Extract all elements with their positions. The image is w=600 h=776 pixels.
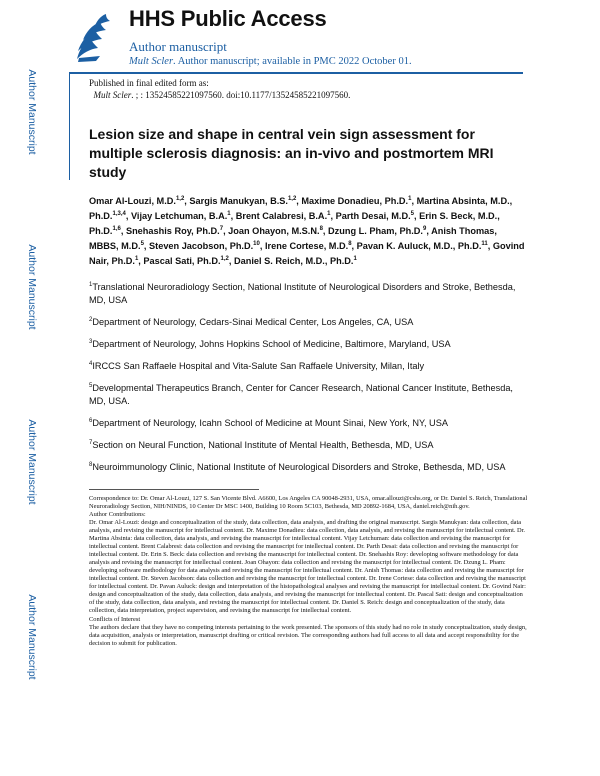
author-name: Steven Jacobson, Ph.D.$^{10}$, bbox=[149, 241, 265, 252]
citation-doi: . ; : 13524585221097560. doi:10.1177/13524585221097560. bbox=[131, 90, 351, 100]
affiliation-item: $^8$Neuroimmunology Clinic, National Institute of Neurological Disorders and Stroke, Bethesda, MD, USA bbox=[89, 462, 506, 473]
correspondence-note: Correspondence to: Dr. Omar Al-Louzi, 127 S. San Vicente Blvd. A6600, Los Angeles CA 90048-2931, USA, omar.allouzi@cshs.org, or Dr. Daniel S. Reich, Translational Neuroradiology Section, NIH/NINDS, 10 Center Dr MSC 1400, Building 10 Room 5C103, Bethesda, MD 20892-1684, USA, daniel.reich@nih.gov. bbox=[89, 495, 528, 510]
author-affiliation-sup: 10 bbox=[253, 241, 260, 248]
footnote-divider bbox=[89, 489, 259, 490]
contributions-heading: Author Contributions: bbox=[89, 511, 146, 518]
side-label-author-manuscript: Author Manuscript bbox=[26, 594, 38, 680]
author-name: Joan Ohayon, M.S.N.$^8$, bbox=[228, 226, 329, 237]
author-affiliation-sup: 8 bbox=[319, 226, 323, 233]
side-label-author-manuscript: Author Manuscript bbox=[26, 419, 38, 505]
citation-line bbox=[89, 89, 350, 101]
author-affiliation-sup: 1 bbox=[227, 211, 231, 218]
author-affiliation-sup: 1,3,4 bbox=[112, 211, 126, 218]
author-name: Dzung L. Pham, Ph.D.$^9$, bbox=[328, 226, 432, 237]
conflicts-text: The authors declare that they have no competing interests pertaining to the work presented. The sponsors of this study had no role in study conceptualization, study design, data acquisition, analysis or interpretation, manuscript drafting or critical revision. The corresponding authors had full access to all data and accept responsibility for the decision to submit for publication. bbox=[89, 624, 527, 647]
author-affiliation-sup: 5 bbox=[410, 211, 414, 218]
author-affiliation-sup: 1,2 bbox=[175, 196, 185, 202]
affiliation-item: $^6$Department of Neurology, Icahn School of Medicine at Mount Sinai, New York, NY, USA bbox=[89, 418, 448, 429]
affiliation-item: $^4$IRCCS San Raffaele Hospital and Vita-Salute San Raffaele University, Milan, Italy bbox=[89, 361, 425, 372]
author-affiliation-sup: 9 bbox=[422, 226, 427, 233]
author-name: Erin S. Beck, M.D., Ph.D.$^{1,6}$, bbox=[89, 211, 500, 237]
author-name: Pavan K. Auluck, M.D., Ph.D.$^{11}$, bbox=[356, 241, 493, 252]
journal-abbrev: Mult Scler bbox=[129, 56, 174, 67]
hhs-public-access-title: HHS Public Access bbox=[129, 6, 327, 31]
author-name: Parth Desai, M.D.$^5$, bbox=[335, 211, 420, 222]
hhs-eagle-logo-icon bbox=[70, 8, 120, 66]
author-affiliation-sup: 1,2 bbox=[287, 196, 297, 202]
author-name: Omar Al-Louzi, M.D.$^{1,2}$, bbox=[89, 196, 190, 207]
published-label: Published in final edited form as: bbox=[89, 78, 209, 88]
author-affiliation-sup: 1 bbox=[327, 211, 331, 218]
author-affiliation-sup: 7 bbox=[219, 226, 224, 233]
availability-text: . Author manuscript; available in PMC 2022 October 01. bbox=[173, 56, 412, 67]
affiliation-item: $^7$Section on Neural Function, National Institute of Mental Health, Bethesda, MD, USA bbox=[89, 440, 434, 451]
author-affiliation-sup: 1,2 bbox=[220, 256, 229, 263]
author-affiliation-sup: 5 bbox=[140, 241, 144, 248]
published-citation bbox=[89, 77, 350, 101]
journal-availability-line bbox=[129, 56, 412, 67]
affiliation-item: $^5$Developmental Therapeutics Branch, Center for Cancer Research, National Cancer Institute, Bethesda, MD, USA. bbox=[89, 383, 513, 407]
author-affiliation-sup: 8 bbox=[348, 241, 352, 248]
author-affiliation-sup: 11 bbox=[481, 241, 488, 248]
author-name: Anish Thomas, MBBS, M.D.$^5$, bbox=[89, 226, 497, 252]
author-name: Brent Calabresi, B.A.$^1$, bbox=[235, 211, 336, 222]
author-name: Daniel S. Reich, M.D., Ph.D.$^1$ bbox=[233, 256, 357, 267]
side-label-author-manuscript: Author Manuscript bbox=[26, 69, 38, 155]
author-manuscript-label: Author manuscript bbox=[129, 39, 227, 54]
author-name: Govind Nair, Ph.D.$^1$, bbox=[89, 241, 525, 267]
conflicts-heading: Conflicts of Interest bbox=[89, 616, 141, 623]
affiliation-item: $^1$Translational Neuroradiology Section, National Institute of Neurological Disorders and Stroke, Bethesda, MD, USA bbox=[89, 282, 516, 306]
affiliation-item: $^3$Department of Neurology, Johns Hopkins School of Medicine, Baltimore, Maryland, USA bbox=[89, 339, 451, 350]
author-name: Vijay Letchuman, B.A.$^1$, bbox=[130, 211, 236, 222]
header-divider bbox=[69, 72, 523, 74]
author-name: Pascal Sati, Ph.D.$^{1,2}$, bbox=[143, 256, 234, 267]
author-name: Martina Absinta, M.D., Ph.D.$^{1,3,4}$, bbox=[89, 196, 513, 222]
author-name: Sargis Manukyan, B.S.$^{1,2}$, bbox=[189, 196, 302, 207]
contributions-text: Dr. Omar Al-Louzi: design and conceptualization of the study, data collection, data analysis, and drafting the original manuscript. Sargis Manukyan: data collection, data analysis, and revising the manuscript for intellectual content. Dr. Maxime Donadieu: data collection, data analysis, and revising the manuscript for intellectual content. Dr. Martina Absinta: data collection, data analysis, and revising the manuscript for intellectual content. Vijay Letchuman: data collection and revising the manuscript for intellectual content. Brent Calabresi: data collection and revising the manuscript for intellectual content. Dr. Parth Desai: data collection and revising the manuscript for intellectual content. Dr. Erin S. Beck: data collection and revising the manuscript for intellectual content. Dr. Snehashis Roy: developing software methodology for data analysis and revising the manuscript for intellectual content. Joan Ohayon: data collection and revising the manuscript for intellectual content. Dr. Dzung L. Pham: developing software methodology for data analysis and revising the manuscript for intellectual content. Dr. Anish Thomas: data collection and revising the manuscript for intellectual content. Dr. Steven Jacobson: data collection and revising the manuscript for intellectual content. Dr. Irene Cortese: data collection and revising the manuscript for intellectual content. Dr. Pavan Auluck: design and interpretation of the histopathological analyses and revising the manuscript for intellectual content. Dr. Govind Nair: design and conceptualization of the study, data collection, data analysis, and revising the manuscript for intellectual content. Dr. Pascal Sati: design and conceptualization of the study, data collection, data analysis, and revising the manuscript for intellectual content. Dr. Daniel S. Reich: design and conceptualization of the study, data collection, data interpretation, project supervision, and revising the manuscript for intellectual content. bbox=[89, 519, 526, 614]
affiliation-list bbox=[89, 279, 529, 482]
paper-title: Lesion size and shape in central vein sign assessment for multiple sclerosis diagnosis: an in-vivo and postmortem MRI study bbox=[89, 126, 494, 180]
header-left-divider bbox=[69, 72, 70, 180]
author-affiliation-sup: 1 bbox=[408, 196, 412, 202]
citation-journal: Mult Scler bbox=[93, 90, 132, 100]
author-name: Snehashis Roy, Ph.D.$^7$, bbox=[125, 226, 229, 237]
author-name: Irene Cortese, M.D.$^8$, bbox=[264, 241, 357, 252]
author-affiliation-sup: 1,6 bbox=[112, 226, 121, 233]
footnotes bbox=[89, 495, 529, 648]
author-list bbox=[89, 193, 529, 268]
side-label-author-manuscript: Author Manuscript bbox=[26, 244, 38, 330]
author-affiliation-sup: 1 bbox=[353, 256, 357, 263]
affiliation-item: $^2$Department of Neurology, Cedars-Sinai Medical Center, Los Angeles, CA, USA bbox=[89, 317, 414, 328]
author-name: Maxime Donadieu, Ph.D.$^1$, bbox=[301, 196, 417, 207]
author-affiliation-sup: 1 bbox=[134, 256, 139, 263]
